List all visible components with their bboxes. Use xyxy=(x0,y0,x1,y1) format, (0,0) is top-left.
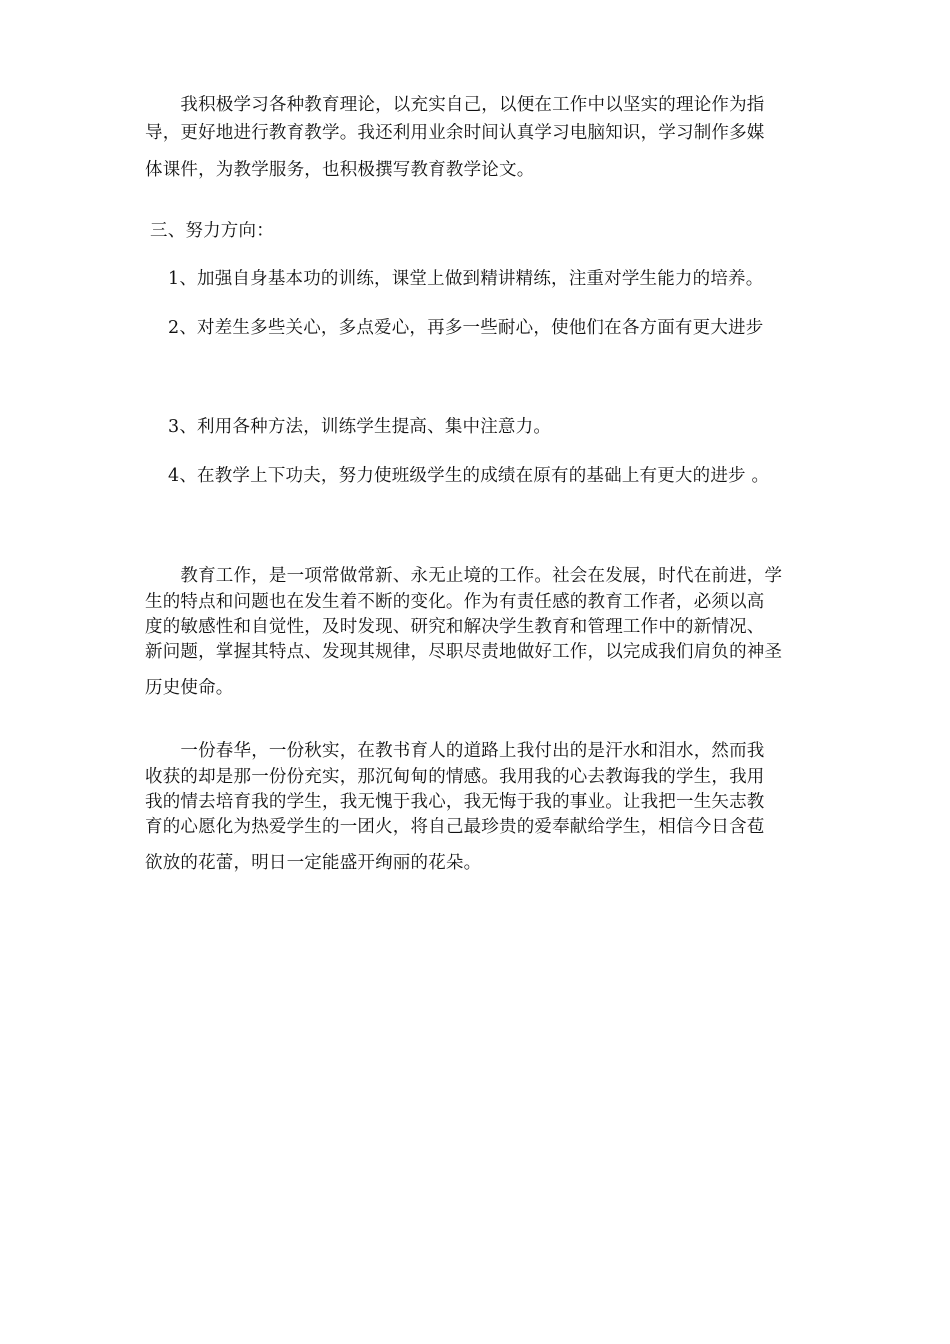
paragraph-line: 新问题，掌握其特点、发现其规律，尽职尽责地做好工作，以完成我们肩负的神圣 xyxy=(145,642,783,662)
paragraph-line: 育的心愿化为热爱学生的一团火，将自己最珍贵的爱奉献给学生，相信今日含苞 xyxy=(145,817,765,837)
paragraph-line: 历史使命。 xyxy=(145,678,234,698)
list-item: 3、利用各种方法，训练学生提高、集中注意力。 xyxy=(168,417,552,437)
list-item: 4、在教学上下功夫，努力使班级学生的成绩在原有的基础上有更大的进步 。 xyxy=(168,466,770,486)
paragraph-line: 欲放的花蕾，明日一定能盛开绚丽的花朵。 xyxy=(145,853,482,873)
list-item: 2、对差生多些关心，多点爱心，再多一些耐心，使他们在各方面有更大进步 xyxy=(168,318,764,338)
section-heading: 三、努力方向： xyxy=(150,221,274,241)
paragraph-line: 教育工作，是一项常做常新、永无止境的工作。社会在发展，时代在前进，学 xyxy=(145,566,783,586)
paragraph-line: 一份春华，一份秋实，在教书育人的道路上我付出的是汗水和泪水，然而我 xyxy=(145,741,765,761)
paragraph-line: 体课件，为教学服务，也积极撰写教育教学论文。 xyxy=(145,160,535,180)
paragraph-line: 度的敏感性和自觉性，及时发现、研究和解决学生教育和管理工作中的新情况、 xyxy=(145,617,765,637)
list-item: 1、加强自身基本功的训练，课堂上做到精讲精练，注重对学生能力的培养。 xyxy=(168,269,764,289)
paragraph-line: 收获的却是那一份份充实，那沉甸甸的情感。我用我的心去教诲我的学生，我用 xyxy=(145,767,765,787)
paragraph-line: 我积极学习各种教育理论，以充实自己，以便在工作中以坚实的理论作为指 xyxy=(145,95,765,115)
paragraph-line: 生的特点和问题也在发生着不断的变化。作为有责任感的教育工作者，必须以高 xyxy=(145,592,765,612)
paragraph-line: 我的情去培育我的学生，我无愧于我心，我无悔于我的事业。让我把一生矢志教 xyxy=(145,792,765,812)
paragraph-line: 导，更好地进行教育教学。我还利用业余时间认真学习电脑知识，学习制作多媒 xyxy=(145,123,765,143)
